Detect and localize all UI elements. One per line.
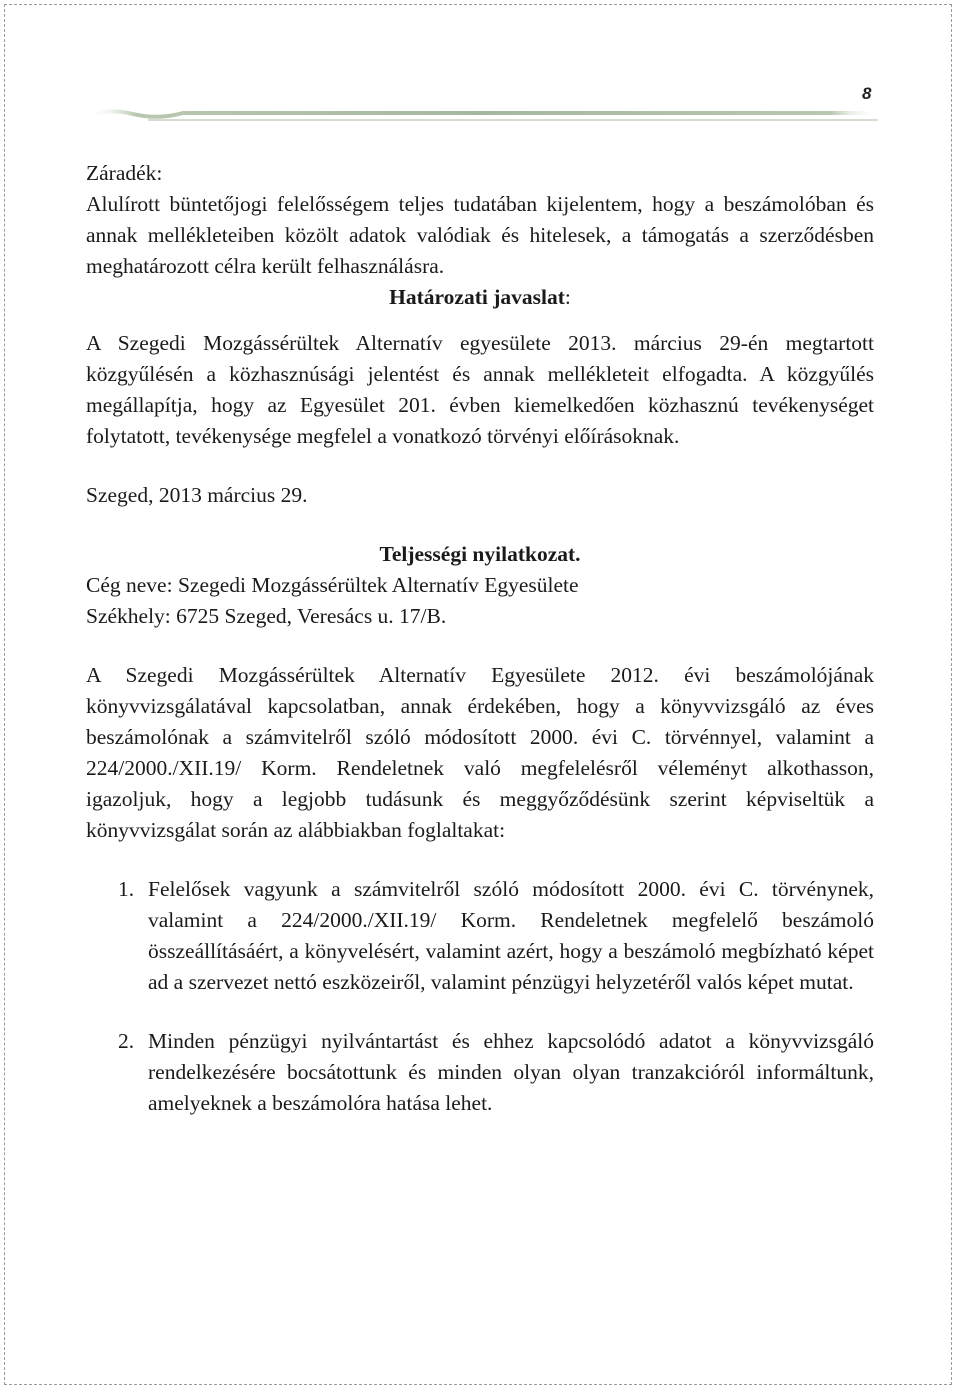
zaradek-title: Záradék: [86,161,163,185]
list-item-number: 1. [118,877,135,901]
javaslat-heading [86,282,874,313]
company-address: Székhely: 6725 Szeged, Veresács u. 17/B. [86,604,447,628]
nyilatkozat-title: Teljességi nyilatkozat. [379,542,581,566]
document-body [86,158,874,1119]
zaradek-text: Alulírott büntetőjogi felelősségem teljes tudatában kijelentem, hogy a beszámolóban és annak mellékleteiben közölt adatok valódiak és hitelesek, a támogatás a szerződésben meghatározott célra került felhasználásra. [86,192,874,278]
javaslat-title: Határozati javaslat [389,285,565,309]
nyilatkozat-intro: A Szegedi Mozgássérültek Alternatív Egyesülete 2012. évi beszámolójának könyvvizsgálatával kapcsolatban, annak érdekében, hogy a könyvvizsgáló az éves beszámolónak a számvitelről szóló módosított 2000. évi C. törvénnyel, valamint a 224/2000./XII.19/ Korm. Rendeletnek való megfelelésről véleményt alkothasson, igazoljuk, hogy a legjobb tudásunk és meggyőződésünk szerint képviseltük a könyvvizsgálat során az alábbiakban foglaltakat: [86,663,874,842]
javaslat-colon: : [564,285,571,309]
header-decorative-rule [88,100,878,130]
list-item [86,1026,874,1119]
list-item-text: Felelősek vagyunk a számvitelről szóló módosított 2000. évi C. törvénynek, valamint a 224/2000./XII.19/ Korm. Rendeletnek megfelelő beszámoló összeállításáért, a könyvelésért, valamint azért, hogy a beszámoló megbízható képet ad a szervezet nettó eszközeiről, valamint pénzügyi helyzetéről valós képet mutat. [148,877,874,994]
list-item-number: 2. [118,1029,135,1053]
page-number: 8 [862,84,872,103]
list-item [86,874,874,998]
date-line: Szeged, 2013 március 29. [86,483,308,507]
declaration-list [86,874,874,1119]
company-name: Cég neve: Szegedi Mozgássérültek Alternatív Egyesülete [86,573,579,597]
javaslat-text: A Szegedi Mozgássérültek Alternatív egyesülete 2013. március 29-én megtartott közgyűlésén a közhasznúsági jelentést és annak mellékleteit elfogadta. A közgyűlés megállapítja, hogy az Egyesület 201. évben kiemelkedően közhasznú tevékenységet folytatott, tevékenysége megfelel a vonatkozó törvényi előírásoknak. [86,331,874,448]
list-item-text: Minden pénzügyi nyilvántartást és ehhez kapcsolódó adatot a könyvvizsgáló rendelkezésére bocsátottunk és minden olyan olyan tranzakcióról informáltunk, amelyeknek a beszámolóra hatása lehet. [148,1029,874,1115]
